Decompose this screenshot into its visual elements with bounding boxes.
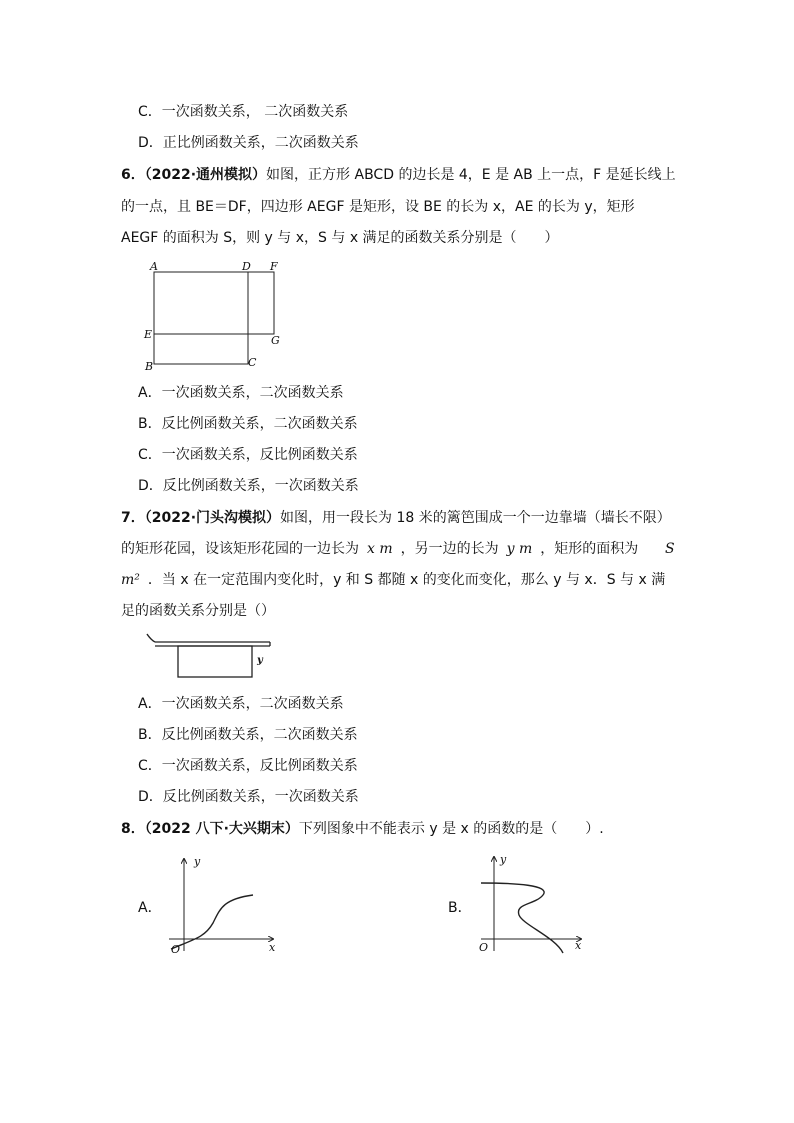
label-f: F [270,260,278,273]
q8-source: （2022 八下·大兴期末） [144,821,299,837]
prev-option-d: D．正比例函数关系，二次函数关系 [138,135,359,151]
q7-line1 [121,508,671,528]
q8-option-b-label: B． [448,900,472,916]
q6-option-a: A．一次函数关系，二次函数关系 [138,385,344,401]
axis-x-label: x [269,941,276,954]
label-c: C [248,356,257,369]
q6-line1 [121,165,676,185]
q7-line2 [121,539,638,559]
q6-figure [140,258,290,373]
q8-graph-b [475,853,595,958]
q7-var-s: S [665,541,675,557]
q6-line2: 的一点，且 BE＝DF，四边形 AEGF 是矩形，设 BE 的长为 x，AE 的长为 y，矩形 [121,199,635,215]
q8-text: 下列图象中不能表示 y 是 x 的函数的是（ ）. [298,821,604,837]
curve-a [171,895,253,949]
label-b: B [145,360,154,373]
q6-line3: AEGF 的面积为 S，则 y 与 x，S 与 x 满足的函数关系分别是（ ） [121,230,559,246]
q7-text-2a: 的矩形花园，设该矩形花园的一边长为 [121,541,359,557]
q7-text-3: ．当 x 在一定范围内变化时，y 和 S 都随 x 的变化而变化，那么 y 与 x．S 与 x 满 [147,572,666,588]
q7-option-c: C．一次函数关系，反比例函数关系 [138,758,358,774]
axis-x-label: x [575,939,582,952]
q6-option-b: B．反比例函数关系，二次函数关系 [138,416,358,432]
axis-y-label: y [194,855,201,868]
label-d: D [242,260,251,273]
q8-number: 8． [121,821,145,837]
q7-text-1: 如图，用一段长为 18 米的篱笆围成一个一边靠墙（墙长不限） [280,510,671,526]
q6-option-d: D．反比例函数关系，一次函数关系 [138,478,359,494]
q7-option-a: A．一次函数关系，二次函数关系 [138,696,344,712]
q8-option-a-label: A． [138,900,162,916]
label-e: E [144,328,153,341]
q6-text-1: 如图，正方形 ABCD 的边长是 4，E 是 AB 上一点，F 是延长线上 [266,167,676,183]
label-y: y [257,655,263,666]
q8-line1 [121,819,604,839]
q7-option-b: B．反比例函数关系，二次函数关系 [138,727,358,743]
q6-number: 6． [121,167,145,183]
q7-line3 [121,570,665,590]
q7-figure [145,632,275,682]
fence-end [147,634,155,642]
q7-var-y: y m [506,541,533,557]
origin-label: O [171,943,181,956]
q6-source: （2022·通州模拟） [144,167,267,183]
q7-number: 7． [121,510,145,526]
q6-option-c: C．一次函数关系，反比例函数关系 [138,447,358,463]
origin-label: O [479,941,489,954]
q7-line4: 足的函数关系分别是（） [121,603,275,619]
garden-rectangle [178,646,252,677]
q7-unit-m2: m² [121,572,140,588]
label-a: A [150,260,158,273]
q7-source: （2022·门头沟模拟） [144,510,281,526]
q7-text-2c: ，矩形的面积为 [540,541,639,557]
square-abcd [154,272,248,364]
q7-text-2b: ，另一边的长为 [400,541,499,557]
axis-y-label: y [500,853,507,866]
q8-graph-a [165,853,285,958]
curve-b [481,883,563,953]
rectangle-aegf [154,272,274,334]
prev-option-c: C．一次函数关系， 二次函数关系 [138,104,349,120]
label-g: G [271,334,280,347]
q7-var-x: x m [367,541,393,557]
q7-option-d: D．反比例函数关系，一次函数关系 [138,789,359,805]
